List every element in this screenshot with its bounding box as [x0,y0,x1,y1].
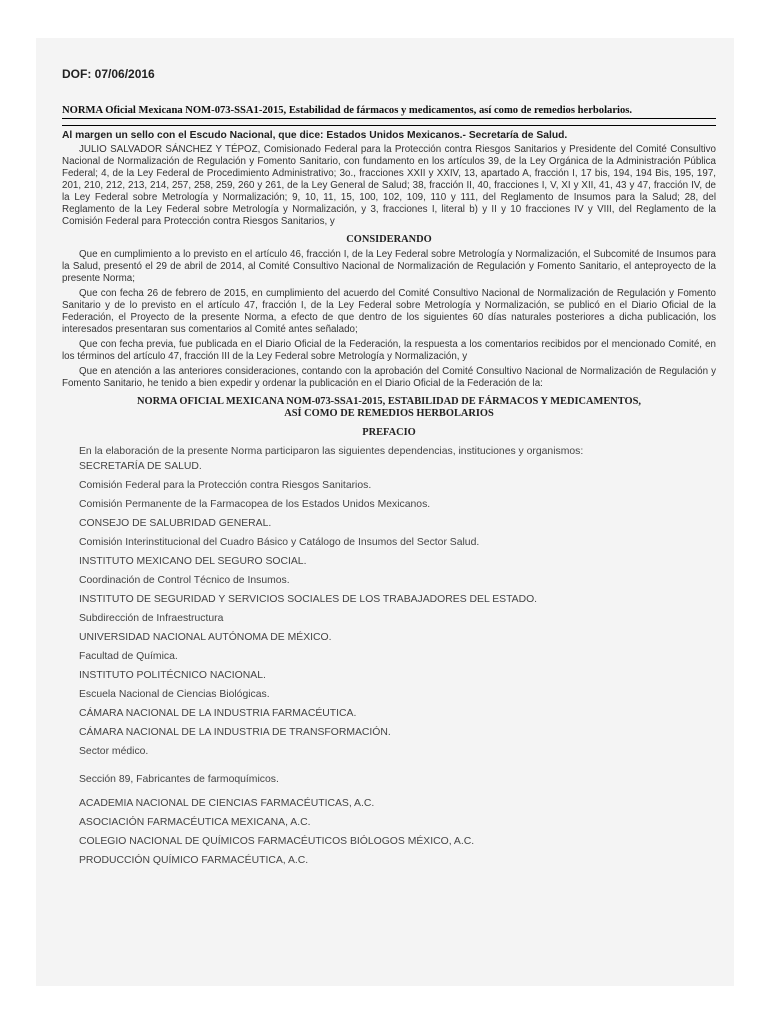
norma-heading [62,396,716,420]
participant-item: Coordinación de Control Técnico de Insumos. [79,575,290,586]
prefacio-heading: PREFACIO [362,427,416,438]
considerando-paragraph: Que con fecha previa, fue publicada en el Diario Oficial de la Federación, la respuesta a los comentarios recibidos por el mencionado Comité, en los términos del artículo 47, fracción III de la Ley Federal sobre Metrología y Normalización, y [62,339,716,362]
considerando-paragraph: Que en cumplimiento a lo previsto en el artículo 46, fracción I, de la Ley Federal sobre Metrología y Normalización, el Subcomité de Insumos para la Salud, presentó el 29 de abril de 2014, al Comité Consultivo Nacional de Normalización de Regulación y Fomento Sanitario, el anteproyecto de la presente Norma; [62,249,716,284]
prefacio-intro: En la elaboración de la presente Norma participaron las siguientes dependencias, instituciones y organismos: [79,446,584,457]
participant-item: CÁMARA NACIONAL DE LA INDUSTRIA DE TRANSFORMACIÓN. [79,727,391,738]
participant-item: Comisión Federal para la Protección contra Riesgos Sanitarios. [79,480,372,491]
participant-item: PRODUCCIÓN QUÍMICO FARMACÉUTICA, A.C. [79,855,309,866]
participant-item: Comisión Permanente de la Farmacopea de los Estados Unidos Mexicanos. [79,499,431,510]
participant-item: INSTITUTO POLITÉCNICO NACIONAL. [79,670,266,681]
participant-item: COLEGIO NACIONAL DE QUÍMICOS FARMACÉUTICOS BIÓLOGOS MÉXICO, A.C. [79,836,475,847]
dof-date: DOF: 07/06/2016 [62,67,155,81]
norma-heading-line: ASÍ COMO DE REMEDIOS HERBOLARIOS [284,408,494,419]
participant-item: SECRETARÍA DE SALUD. [79,461,202,472]
participant-item: CÁMARA NACIONAL DE LA INDUSTRIA FARMACÉUTICA. [79,708,357,719]
participant-item: CONSEJO DE SALUBRIDAD GENERAL. [79,518,272,529]
participant-item: UNIVERSIDAD NACIONAL AUTÓNOMA DE MÉXICO. [79,632,332,643]
participant-item: INSTITUTO DE SEGURIDAD Y SERVICIOS SOCIALES DE LOS TRABAJADORES DEL ESTADO. [79,594,538,605]
margen-sello: Al margen un sello con el Escudo Nacional, que dice: Estados Unidos Mexicanos.- Secretaría de Salud. [62,125,716,141]
participant-item: Comisión Interinstitucional del Cuadro Básico y Catálogo de Insumos del Sector Salud. [79,537,480,548]
participant-item: INSTITUTO MEXICANO DEL SEGURO SOCIAL. [79,556,307,567]
document-page [36,38,734,986]
participant-item: Sector médico. [79,746,149,757]
participant-item: Sección 89, Fabricantes de farmoquímicos. [79,774,279,785]
document-content [62,67,716,870]
considerando-paragraph: Que en atención a las anteriores consideraciones, contando con la aprobación del Comité Consultivo Nacional de Normalización de Regulación y Fomento Sanitario, he tenido a bien expedir y ordenar la publicación en el Diario Oficial de la Federación de la: [62,366,716,389]
participant-item: ASOCIACIÓN FARMACÉUTICA MEXICANA, A.C. [79,817,311,828]
participant-item: Subdirección de Infraestructura [79,613,224,624]
intro-paragraph: JULIO SALVADOR SÁNCHEZ Y TÉPOZ, Comisionado Federal para la Protección contra Riesgos Sanitarios y Presidente del Comité Consultivo Nacional de Normalización de Regulación y Fomento Sanitario, con fundamento en los artículos 39, de la Ley Orgánica de la Administración Pública Federal; 4, de la Ley Federal de Procedimiento Administrativo; 3o., fracciones XXII y XXIV, 13, apartado A, fracción I, 17 bis, 194, 194 Bis, 195, 197, 201, 210, 212, 213, 214, 257, 258, 259, 260 y 261, de la Ley General de Salud; 38, fracción II, 40, fracciones I, V, XI y XII, 41, 43 y 47, fracción IV, de la Ley Federal sobre Metrología y Normalización; 9, 10, 11, 15, 100, 102, 109, 110 y 111, del Reglamento de Insumos para la Salud; 28, del Reglamento de la Ley Federal sobre Metrología y Normalización, y 3, fracciones I, literal b) y II y 10 fracciones IV y VIII, del Reglamento de la Comisión Federal para Protección contra Riesgos Sanitarios, y [62,144,716,227]
considerando-paragraph: Que con fecha 26 de febrero de 2015, en cumplimiento del acuerdo del Comité Consultivo Nacional de Normalización de Regulación y Fomento Sanitario y de lo previsto en el artículo 47, fracción I, de la Ley Federal sobre Metrología y Normalización, se publicó en el Diario Oficial de la Federación, el Proyecto de la presente Norma, a efecto de que dentro de los siguientes 60 días naturales posteriores a dicha publicación, los interesados presentaran sus comentarios al Comité antes señalado; [62,288,716,335]
norma-heading-line: NORMA OFICIAL MEXICANA NOM-073-SSA1-2015, ESTABILIDAD DE FÁRMACOS Y MEDICAMENTOS, [137,396,641,407]
participant-item: ACADEMIA NACIONAL DE CIENCIAS FARMACÉUTICAS, A.C. [79,798,375,809]
participants-list [62,457,716,761]
considerando-heading: CONSIDERANDO [346,234,432,245]
norma-title: NORMA Oficial Mexicana NOM-073-SSA1-2015, Estabilidad de fármacos y medicamentos, así como de remedios herbolarios. [62,105,716,119]
participant-item: Escuela Nacional de Ciencias Biológicas. [79,689,270,700]
participant-item: Facultad de Química. [79,651,178,662]
participants-list-2 [62,766,716,870]
